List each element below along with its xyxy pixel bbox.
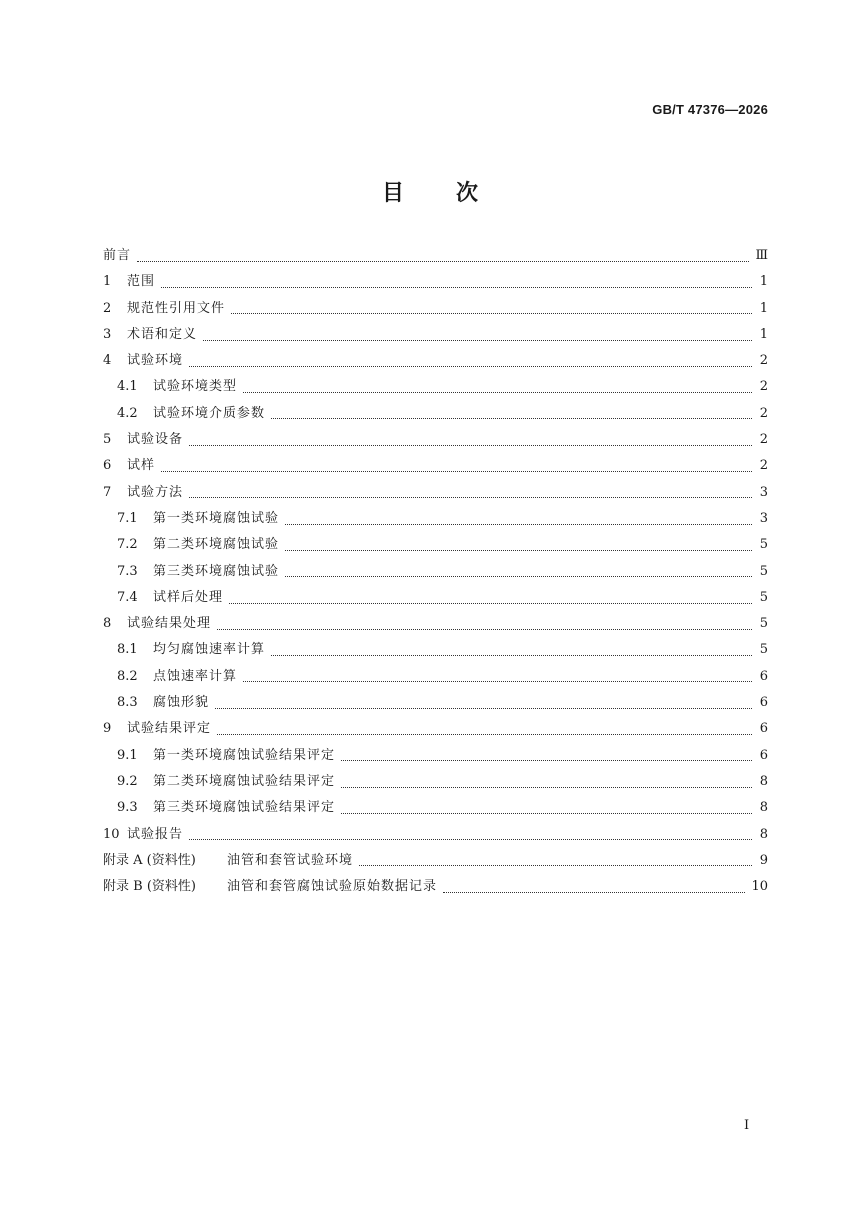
dot-leader bbox=[271, 655, 752, 656]
toc-entry[interactable] bbox=[103, 588, 768, 614]
toc-entry-number: 6 bbox=[103, 458, 112, 474]
toc-entry-label: 腐蚀形貌 bbox=[153, 695, 210, 711]
toc-entry-page: 2 bbox=[759, 432, 768, 448]
toc-entry[interactable] bbox=[103, 246, 768, 272]
dot-leader bbox=[285, 576, 752, 577]
toc-entry-page: 2 bbox=[759, 379, 768, 395]
title-char-left: 目 bbox=[381, 181, 404, 206]
toc-entry[interactable] bbox=[103, 693, 768, 719]
toc-entry-label: 第三类环境腐蚀试验结果评定 bbox=[153, 800, 336, 816]
toc-entry-page: 2 bbox=[759, 458, 768, 474]
toc-entry[interactable] bbox=[103, 640, 768, 666]
toc-entry[interactable] bbox=[103, 430, 768, 456]
toc-entry-label: 范围 bbox=[127, 274, 156, 290]
toc-entry-page: 1 bbox=[759, 326, 768, 342]
toc-entry-label: 试样后处理 bbox=[153, 589, 224, 605]
toc-entry-label: 术语和定义 bbox=[127, 326, 198, 342]
toc-entry-number: 7.2 bbox=[117, 537, 138, 553]
dot-leader bbox=[217, 629, 752, 630]
toc-entry[interactable] bbox=[103, 535, 768, 561]
toc-entry-page: 5 bbox=[759, 642, 768, 658]
toc-entry-number: 1 bbox=[103, 274, 112, 290]
toc-entry-label: 试验报告 bbox=[127, 826, 184, 842]
toc-entry-page: 8 bbox=[759, 773, 768, 789]
toc-entry-number: 8 bbox=[103, 616, 112, 632]
toc-entry-page: 9 bbox=[759, 852, 768, 868]
toc-entry-label: 第二类环境腐蚀试验结果评定 bbox=[153, 773, 336, 789]
page-number: I bbox=[744, 1118, 750, 1133]
toc-entry-page: 10 bbox=[751, 879, 768, 895]
dot-leader bbox=[189, 839, 752, 840]
toc-entry[interactable] bbox=[103, 877, 768, 903]
dot-leader bbox=[189, 497, 752, 498]
toc-entry-number: 7.1 bbox=[117, 510, 138, 526]
toc-entry[interactable] bbox=[103, 614, 768, 640]
toc-entry[interactable] bbox=[103, 299, 768, 325]
toc-entry-label: 试验结果处理 bbox=[127, 616, 212, 632]
toc-entry-label: 试样 bbox=[127, 458, 156, 474]
dot-leader bbox=[341, 787, 752, 788]
dot-leader bbox=[231, 313, 752, 314]
table-of-contents bbox=[103, 246, 768, 903]
toc-entry[interactable] bbox=[103, 562, 768, 588]
toc-entry-number: 10 bbox=[103, 826, 120, 842]
toc-entry[interactable] bbox=[103, 667, 768, 693]
toc-entry-label: 均匀腐蚀速率计算 bbox=[153, 642, 266, 658]
toc-entry-label: 试验设备 bbox=[127, 432, 184, 448]
toc-entry-page: 2 bbox=[759, 353, 768, 369]
toc-entry-page: 6 bbox=[759, 695, 768, 711]
toc-entry-number: 9.2 bbox=[117, 773, 138, 789]
toc-entry-number: 7.3 bbox=[117, 563, 138, 579]
toc-entry[interactable] bbox=[103, 377, 768, 403]
dot-leader bbox=[189, 445, 752, 446]
toc-entry-number: 4.2 bbox=[117, 405, 138, 421]
toc-entry-label: 试验环境类型 bbox=[153, 379, 238, 395]
toc-entry-page: 6 bbox=[759, 747, 768, 763]
dot-leader bbox=[137, 261, 749, 262]
dot-leader bbox=[285, 524, 752, 525]
toc-entry-number: 附录 B (资料性) bbox=[103, 879, 196, 895]
toc-entry-page: 1 bbox=[759, 300, 768, 316]
dot-leader bbox=[203, 340, 752, 341]
toc-entry-page: 2 bbox=[759, 405, 768, 421]
toc-entry-label: 试验方法 bbox=[127, 484, 184, 500]
toc-entry-number: 5 bbox=[103, 432, 112, 448]
toc-entry[interactable] bbox=[103, 825, 768, 851]
dot-leader bbox=[341, 813, 752, 814]
toc-entry-number: 8.3 bbox=[117, 695, 138, 711]
toc-entry-label: 第一类环境腐蚀试验结果评定 bbox=[153, 747, 336, 763]
toc-entry[interactable] bbox=[103, 404, 768, 430]
toc-entry-page: 3 bbox=[759, 484, 768, 500]
toc-entry-number: 4.1 bbox=[117, 379, 138, 395]
toc-entry-label: 点蚀速率计算 bbox=[153, 668, 238, 684]
toc-entry-number: 9.3 bbox=[117, 800, 138, 816]
toc-entry[interactable] bbox=[103, 483, 768, 509]
dot-leader bbox=[443, 892, 745, 893]
toc-entry-number: 9 bbox=[103, 721, 112, 737]
toc-entry-number: 2 bbox=[103, 300, 112, 316]
toc-entry-page: 5 bbox=[759, 537, 768, 553]
toc-entry-number: 7.4 bbox=[117, 589, 138, 605]
dot-leader bbox=[271, 418, 752, 419]
toc-entry-number: 4 bbox=[103, 353, 112, 369]
toc-entry-page: 1 bbox=[759, 274, 768, 290]
dot-leader bbox=[217, 734, 752, 735]
dot-leader bbox=[285, 550, 752, 551]
dot-leader bbox=[243, 392, 752, 393]
toc-entry[interactable] bbox=[103, 272, 768, 298]
dot-leader bbox=[161, 471, 752, 472]
toc-entry-page: 8 bbox=[759, 800, 768, 816]
toc-entry-number: 附录 A (资料性) bbox=[103, 852, 196, 868]
toc-entry-number: 9.1 bbox=[117, 747, 138, 763]
toc-entry-page: 5 bbox=[759, 616, 768, 632]
toc-entry-label: 规范性引用文件 bbox=[127, 300, 226, 316]
page-title bbox=[0, 176, 860, 207]
dot-leader bbox=[161, 287, 752, 288]
toc-entry[interactable] bbox=[103, 746, 768, 772]
document-header-code: GB/T 47376—2026 bbox=[652, 102, 768, 117]
title-char-right: 次 bbox=[456, 181, 479, 206]
toc-entry[interactable] bbox=[103, 772, 768, 798]
toc-entry-page: 3 bbox=[759, 510, 768, 526]
toc-entry-page: 6 bbox=[759, 668, 768, 684]
dot-leader bbox=[229, 603, 752, 604]
toc-entry[interactable] bbox=[103, 351, 768, 377]
toc-entry-page: Ⅲ bbox=[755, 248, 768, 263]
toc-entry-label: 第一类环境腐蚀试验 bbox=[153, 510, 280, 526]
toc-entry-label: 试验环境介质参数 bbox=[153, 405, 266, 421]
toc-entry-label: 第二类环境腐蚀试验 bbox=[153, 537, 280, 553]
toc-entry-page: 6 bbox=[759, 721, 768, 737]
toc-entry-number: 8.2 bbox=[117, 668, 138, 684]
toc-entry-number: 8.1 bbox=[117, 642, 138, 658]
toc-entry-number: 7 bbox=[103, 484, 112, 500]
toc-entry[interactable] bbox=[103, 456, 768, 482]
toc-entry-label: 试验环境 bbox=[127, 353, 184, 369]
dot-leader bbox=[359, 865, 752, 866]
toc-entry[interactable] bbox=[103, 509, 768, 535]
toc-entry-number: 3 bbox=[103, 326, 112, 342]
toc-entry-label: 前言 bbox=[103, 248, 132, 263]
toc-entry-page: 8 bbox=[759, 826, 768, 842]
dot-leader bbox=[341, 760, 752, 761]
toc-entry-page: 5 bbox=[759, 589, 768, 605]
dot-leader bbox=[189, 366, 752, 367]
toc-entry-label: 试验结果评定 bbox=[127, 721, 212, 737]
toc-entry-label: 第三类环境腐蚀试验 bbox=[153, 563, 280, 579]
toc-entry-label: 油管和套管试验环境 bbox=[227, 852, 354, 868]
toc-entry[interactable] bbox=[103, 325, 768, 351]
toc-entry[interactable] bbox=[103, 851, 768, 877]
dot-leader bbox=[215, 708, 752, 709]
toc-entry-page: 5 bbox=[759, 563, 768, 579]
toc-entry-label: 油管和套管腐蚀试验原始数据记录 bbox=[227, 879, 438, 895]
toc-entry[interactable] bbox=[103, 719, 768, 745]
dot-leader bbox=[243, 681, 752, 682]
toc-entry[interactable] bbox=[103, 798, 768, 824]
